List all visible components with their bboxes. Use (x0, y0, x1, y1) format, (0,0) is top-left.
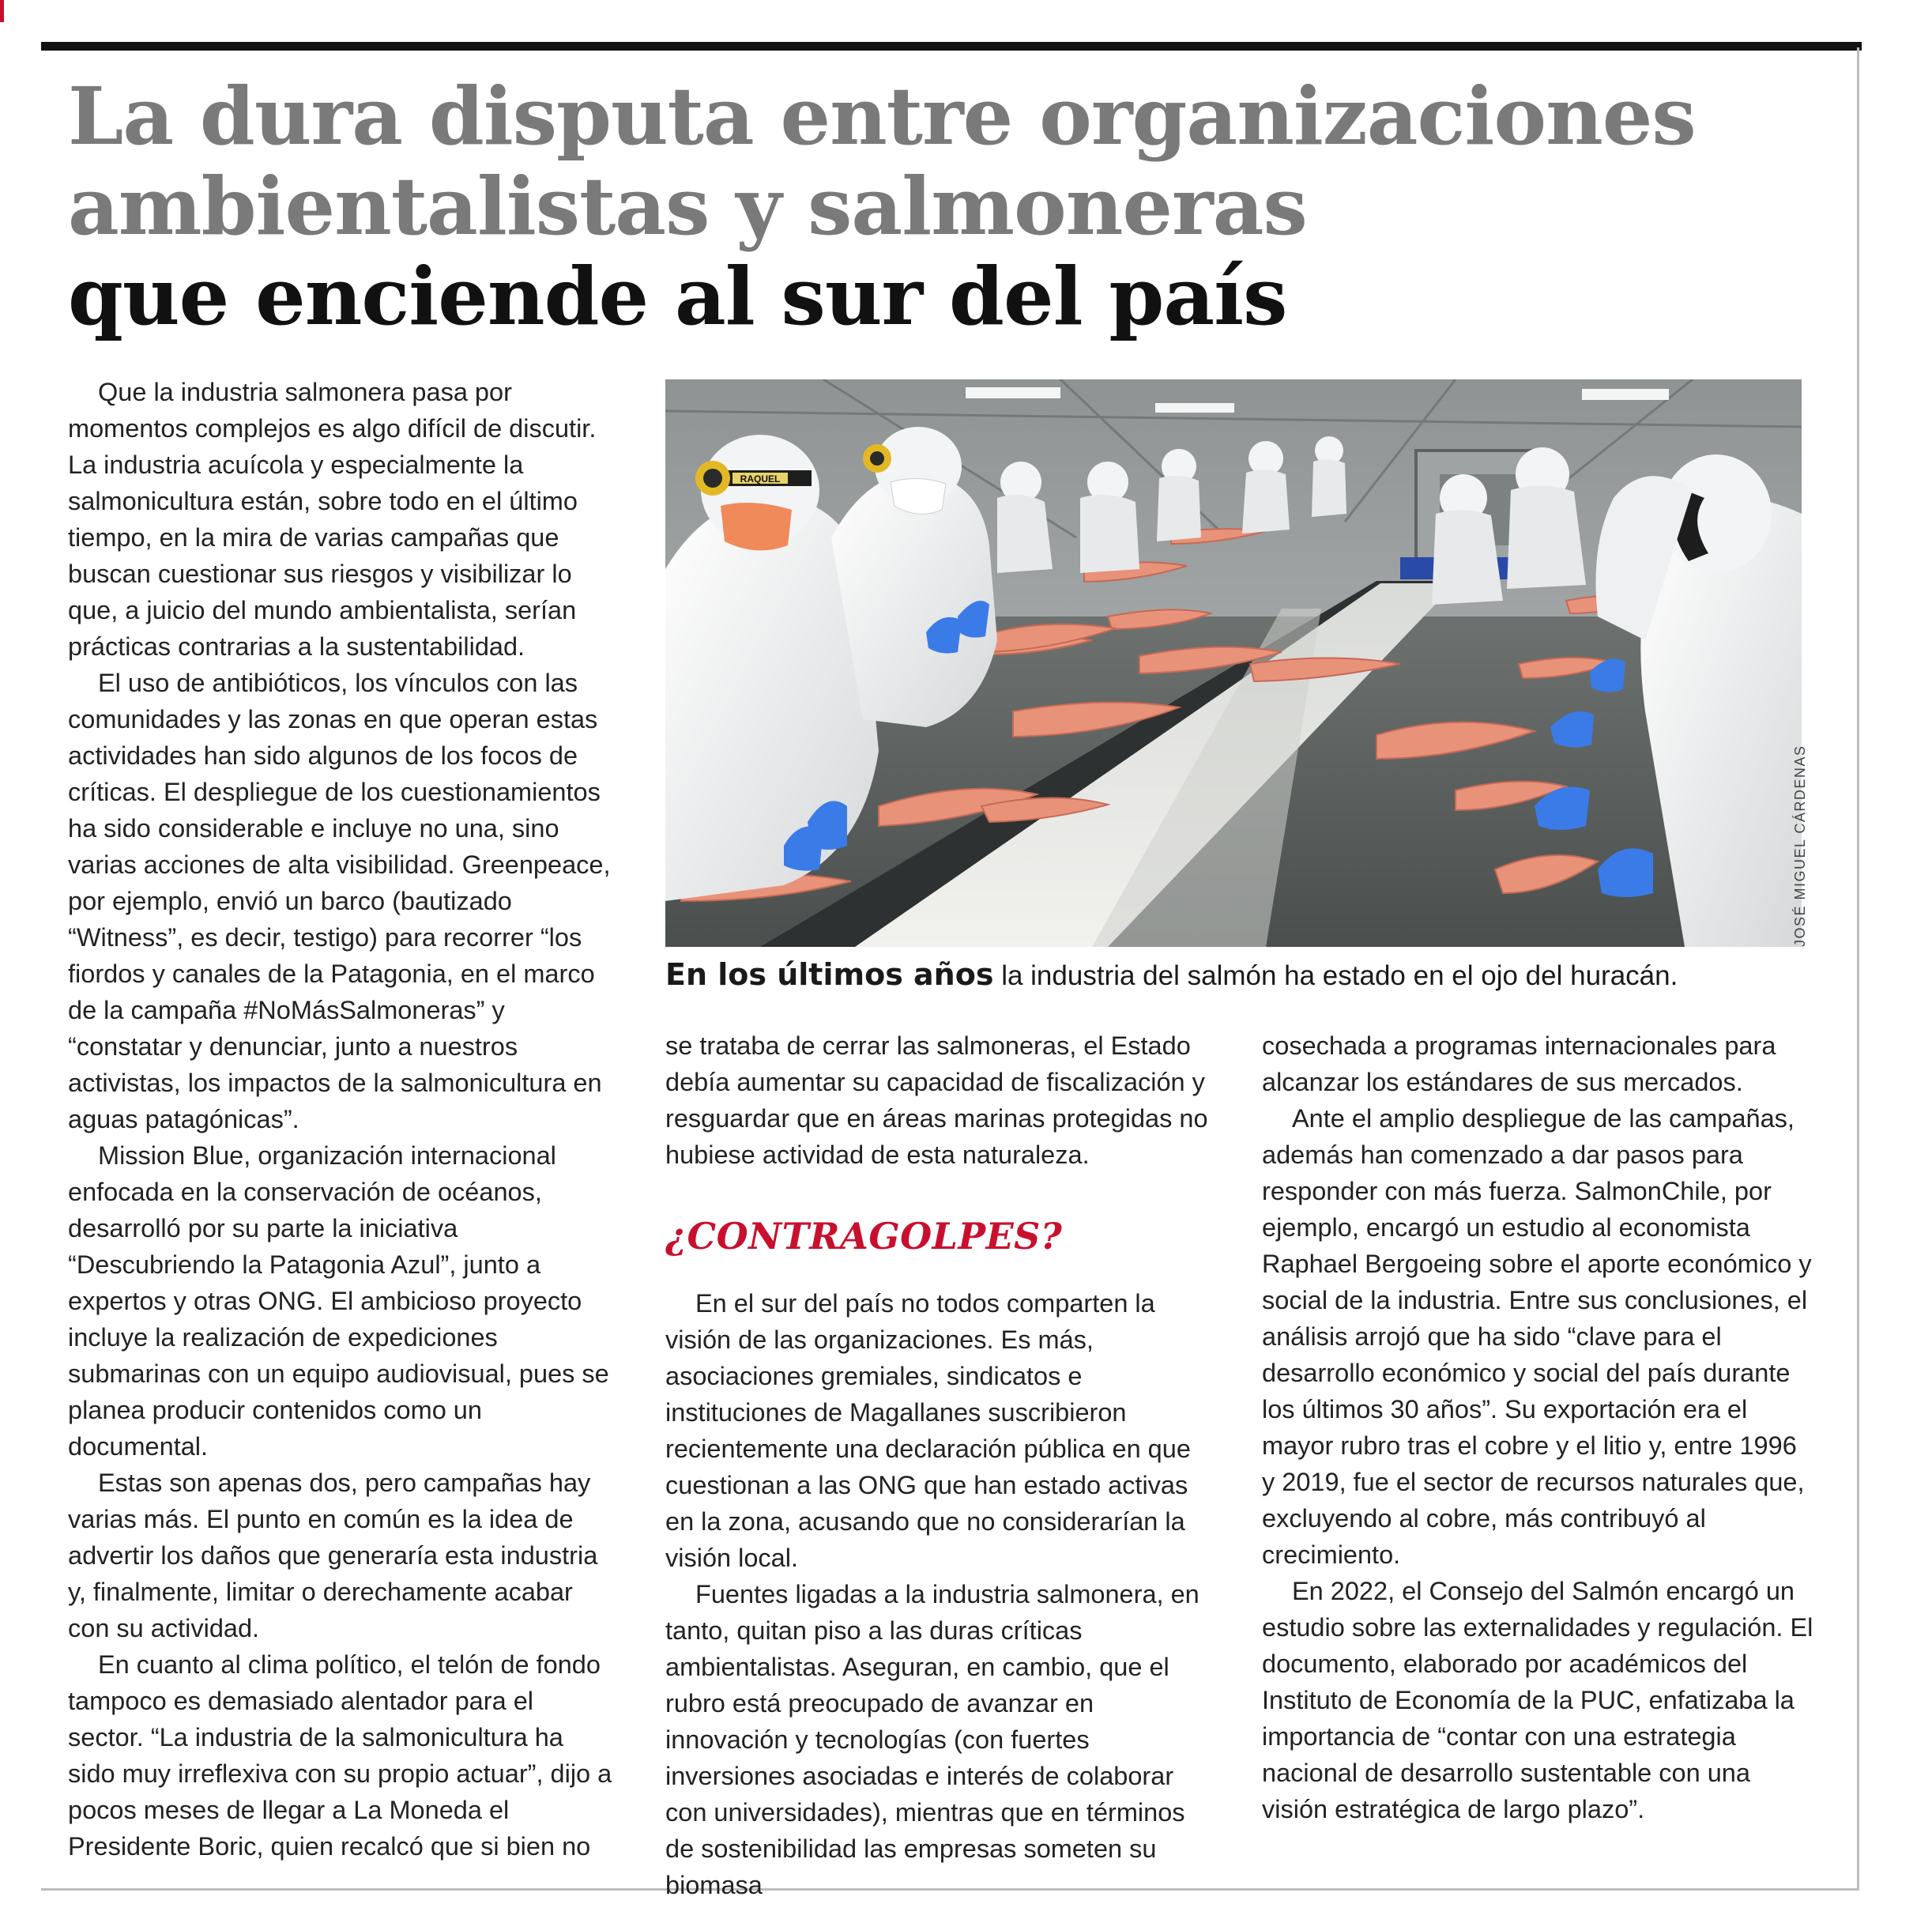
headline (68, 71, 1846, 341)
article-column-3 (1262, 1027, 1815, 1827)
article-column-1 (68, 374, 613, 1865)
paragraph: Que la industria salmonera pasa por momentos complejos es algo difícil de discutir. La industria acuícola y especialmente la salmonicultura están, sobre todo en el último tiempo, en la mira de varias campañas que buscan cuestionar sus riesgos y visibilizar lo que, a juicio del mundo ambientalista, serían prácticas contrarias a la sustentabilidad. (68, 378, 597, 661)
headline-line-3: que enciende al sur del país (68, 250, 1287, 343)
paragraph: Ante el amplio despliegue de las campañas, además han comenzado a dar pasos para responder con más fuerza. SalmonChile, por ejemplo, encargó un estudio al economista Raphael Bergoeing sobre el aporte económico y social de la industria. Entre sus conclusiones, el análisis arrojó que ha sido “clave para el desarrollo económico y social del país durante los últimos 30 años”. Su exportación era el mayor rubro tras el cobre y el litio y, entre 1996 y 2019, fue el sector de recursos naturales que, excluyendo al cobre, más contribuyó al crecimiento. (1262, 1104, 1812, 1569)
paragraph: Estas son apenas dos, pero campañas hay varias más. El punto en común es la idea de advertir los daños que generaría esta industria y, finalmente, limitar o derechamente acabar con su actividad. (68, 1469, 598, 1642)
photo-caption (665, 956, 1819, 994)
headline-line-2: ambientalistas y salmoneras (68, 160, 1307, 253)
caption-text: la industria del salmón ha estado en el ojo del huracán. (993, 960, 1678, 991)
helmet-label: RAQUEL (740, 473, 781, 485)
corner-accent-mark (0, 0, 4, 22)
section-subhead: ¿CONTRAGOLPES? (665, 1215, 1063, 1257)
photo-credit: JOSÉ MIGUEL CÁRDENAS (1792, 745, 1808, 947)
paragraph: En cuanto al clima político, el telón de fondo tampoco es demasiado alentador para el sector. “La industria de la salmonicultura ha sido muy irreflexiva con su propio actuar”, dijo a pocos meses de llegar a La Moneda el Presidente Boric, quien recalcó que si bien no (68, 1650, 612, 1861)
right-border-rule (1857, 47, 1859, 1889)
paragraph: Fuentes ligadas a la industria salmonera, en tanto, quitan piso a las duras críticas ambientalistas. Aseguran, en cambio, que el rubro está preocupado de avanzar en innovación y tecnologías (con fuertes inversiones asociadas e interés de colaborar con universidades), mientras que en términos de sostenibilidad las empresas someten su biomasa (665, 1580, 1199, 1899)
headline-line-1: La dura disputa entre organizaciones (68, 70, 1696, 163)
caption-lead: En los últimos años (665, 957, 994, 992)
paragraph: Mission Blue, organización internacional enfocada en la conservación de océanos, desarrolló por su parte la iniciativa “Descubriendo la Patagonia Azul”, junto a expertos y otras ONG. El ambicioso proyecto incluye la realización de expediciones submarinas con un equipo audiovisual, pues se planea producir contenidos como un documental. (68, 1141, 609, 1461)
photo-illustration (665, 379, 1802, 947)
paragraph: El uso de antibióticos, los vínculos con las comunidades y las zonas en que operan estas actividades han sido algunos de los focos de críticas. El despliegue de los cuestionamientos ha sido considerable e incluye no una, sino varias acciones de alta visibilidad. Greenpeace, por ejemplo, envió un barco (bautizado “Witness”, es decir, testigo) para recorrer “los fiordos y canales de la Patagonia, en el marco de la campaña #NoMásSalmoneras” y “constatar y denunciar, junto a nuestros activistas, los impactos de la salmonicultura en aguas patagónicas”. (68, 669, 611, 1133)
paragraph: En el sur del país no todos comparten la visión de las organizaciones. Es más, asociaciones gremiales, sindicatos e instituciones de Magallanes suscribieron recientemente una declaración pública en que cuestionan a las ONG que han estado activas en la zona, acusando que no considerarían la visión local. (665, 1289, 1191, 1572)
paragraph-continuation: cosechada a programas internacionales para alcanzar los estándares de sus mercados. (1262, 1031, 1776, 1096)
top-rule (41, 42, 1862, 51)
paragraph: En 2022, el Consejo del Salmón encargó un estudio sobre las externalidades y regulación. El documento, elaborado por académicos del Instituto de Economía de la PUC, enfatizaba la importancia de “contar con una estrategia nacional de desarrollo sustentable con una visión estratégica de largo plazo”. (1262, 1577, 1813, 1823)
paragraph-continuation: se trataba de cerrar las salmoneras, el Estado debía aumentar su capacidad de fiscalización y resguardar que en áreas marinas protegidas no hubiese actividad de esta naturaleza. (665, 1031, 1208, 1169)
salmon-processing-photo (665, 379, 1802, 947)
article-column-2 (665, 1027, 1218, 1903)
